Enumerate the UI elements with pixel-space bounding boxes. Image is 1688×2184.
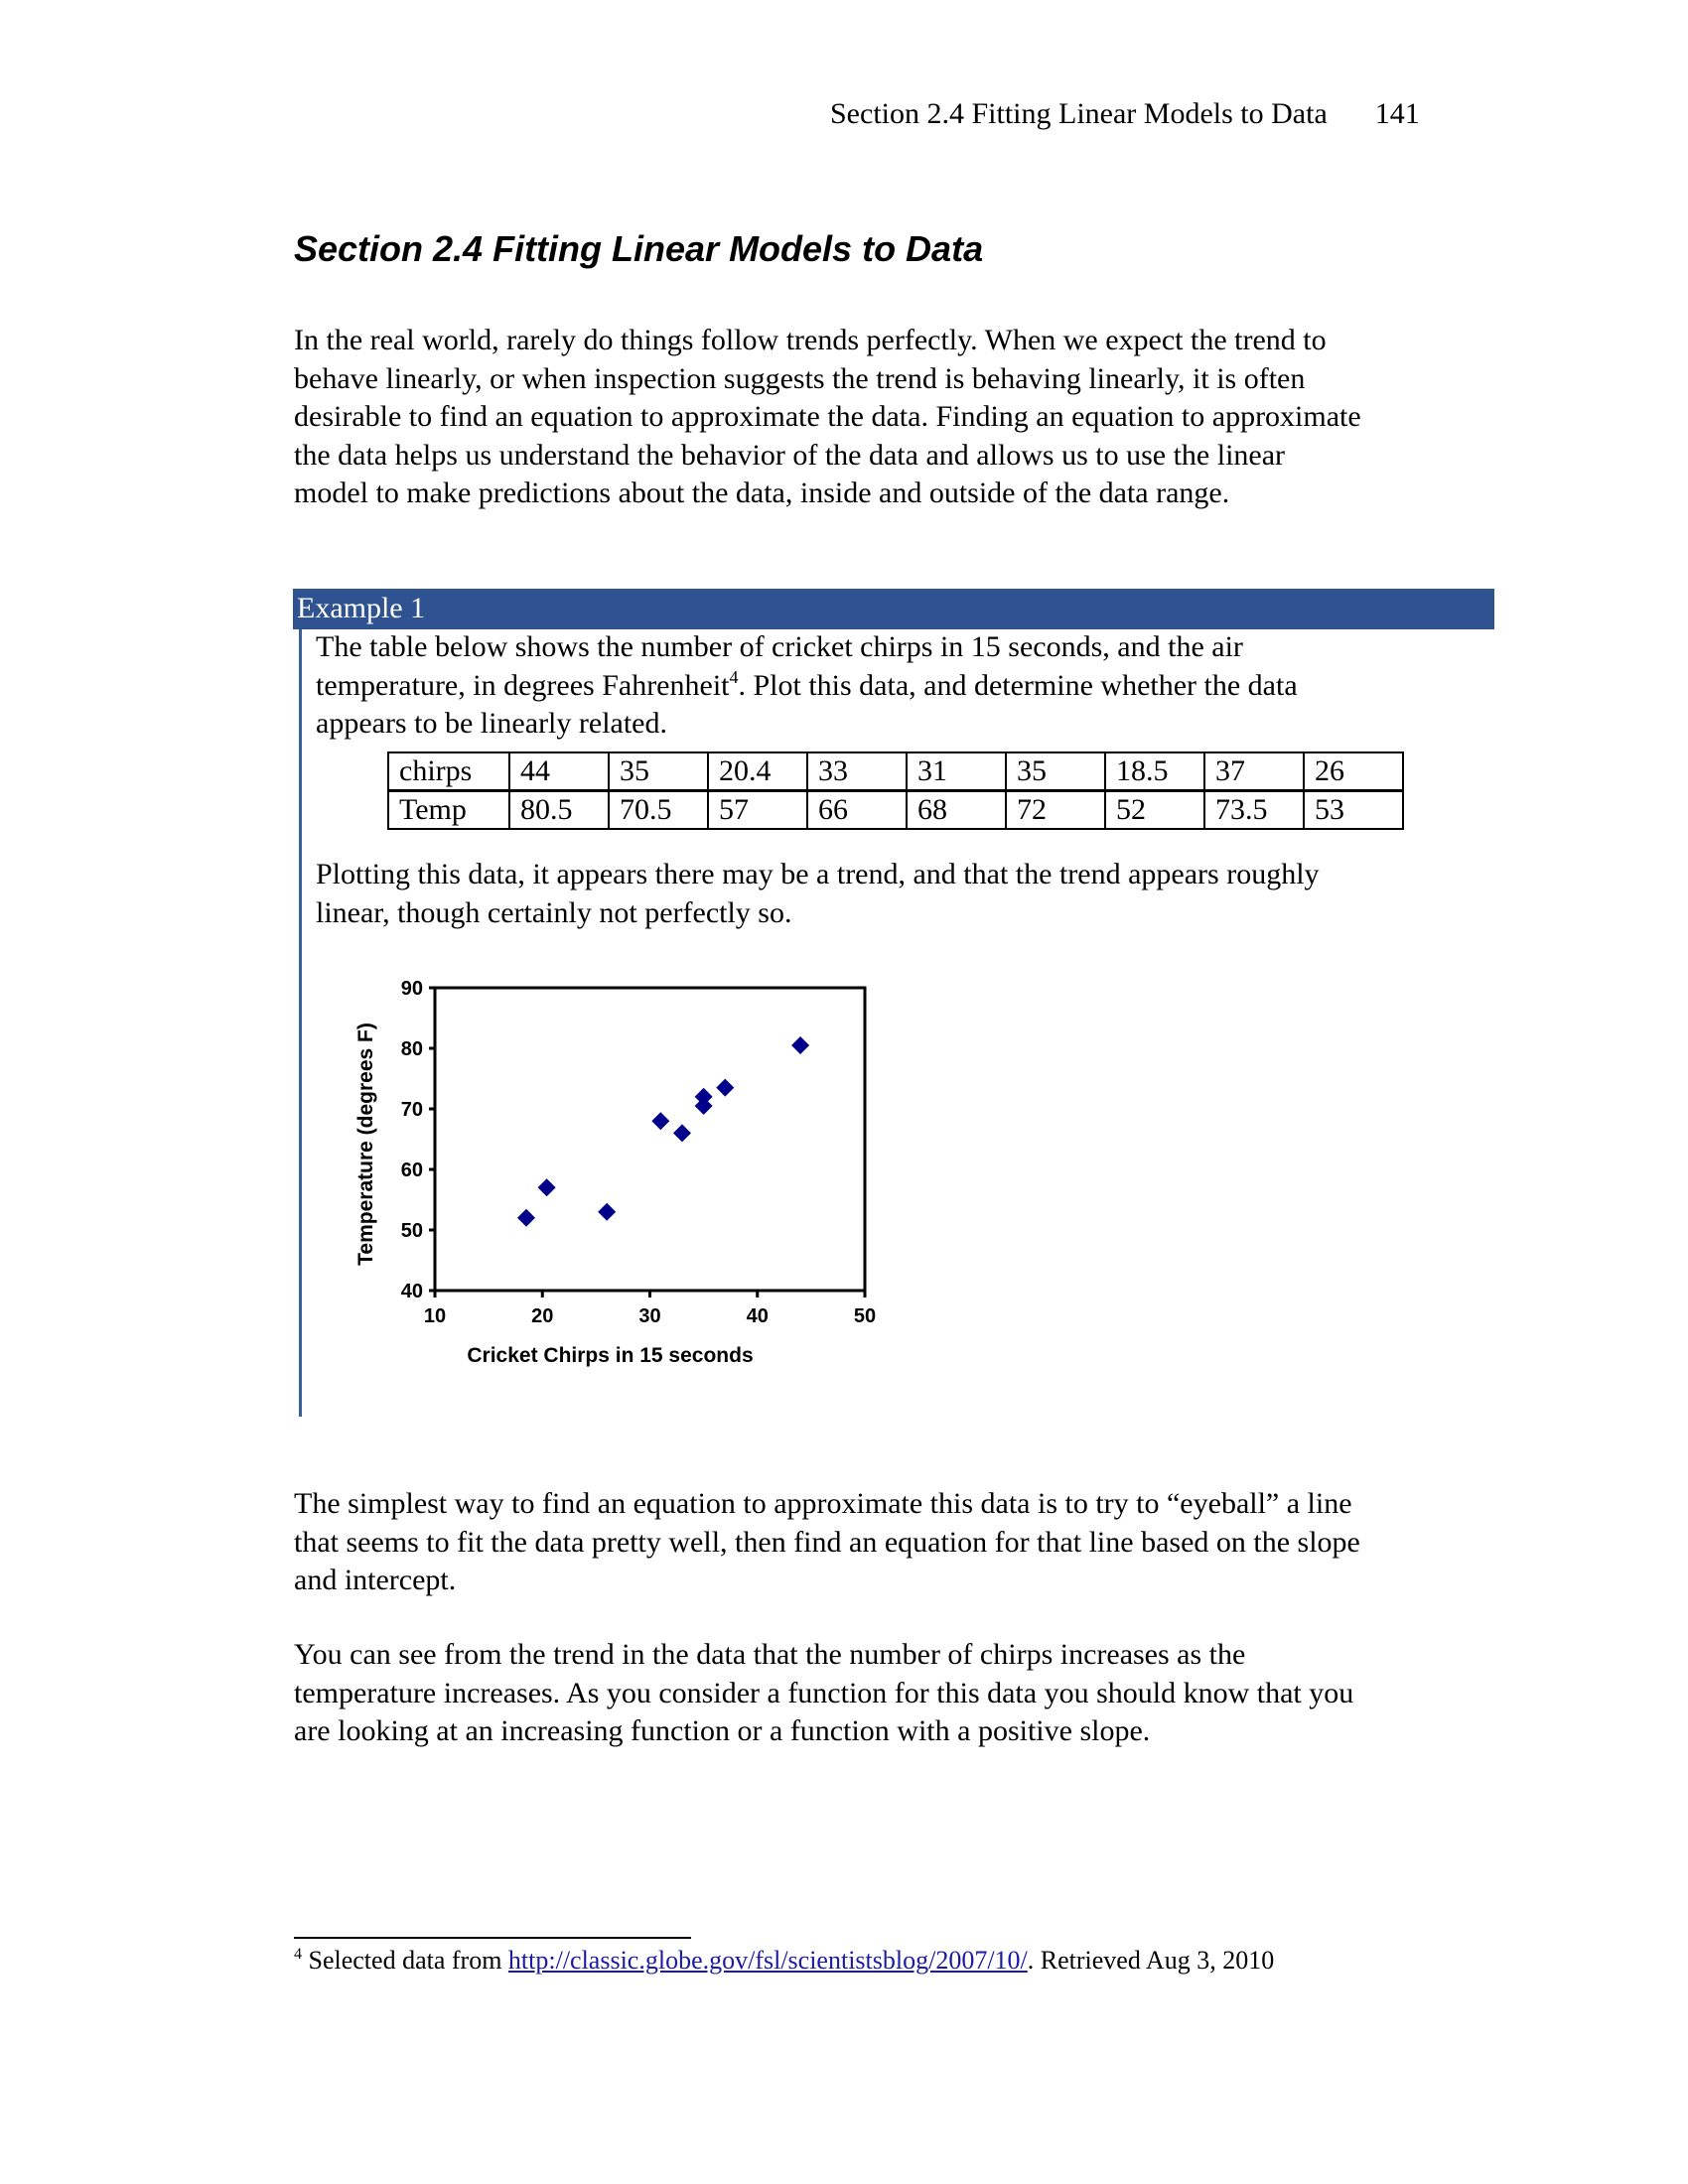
x-tick-label: 10 — [423, 1305, 447, 1327]
example-header-bar — [293, 589, 1494, 629]
table-cell: 52 — [1105, 791, 1204, 830]
text-fragment: temperature, in degrees Fahrenheit — [316, 668, 730, 702]
footnote-suffix: . Retrieved Aug 3, 2010 — [1027, 1946, 1275, 1975]
running-header — [830, 97, 1420, 131]
text-line: and intercept. — [294, 1564, 457, 1596]
table-cell: 20.4 — [708, 752, 807, 791]
text-line — [316, 667, 1298, 706]
text-line: linear, though certainly not perfectly so. — [316, 895, 792, 929]
x-tick-label: 30 — [638, 1305, 661, 1327]
table-cell: 66 — [807, 791, 907, 830]
text-line: that seems to fit the data pretty well, then find an equation for that line based on the slope — [294, 1525, 1360, 1559]
chirps-temp-table — [387, 751, 1404, 830]
x-tick-label: 20 — [531, 1305, 554, 1327]
table-cell: 72 — [1006, 791, 1105, 830]
table-cell: 26 — [1304, 752, 1403, 791]
text-line: model to make predictions about the data, inside and outside of the data range. — [294, 477, 1230, 509]
text-line: desirable to find an equation to approximate the data. Finding an equation to approximate — [294, 400, 1361, 433]
example-left-rule — [299, 629, 302, 1417]
text-fragment: . Plot this data, and determine whether the data — [738, 668, 1298, 702]
table-cell: 80.5 — [509, 791, 609, 830]
x-tick-label: 40 — [746, 1305, 769, 1327]
table-cell: 31 — [907, 752, 1006, 791]
table-cell: 53 — [1304, 791, 1403, 830]
table-cell: 44 — [509, 752, 609, 791]
text-line: temperature increases. As you consider a function for this data you should know that you — [294, 1676, 1354, 1709]
text-line: The simplest way to find an equation to approximate this data is to try to “eyeball” a line — [294, 1487, 1352, 1520]
footnote-marker: 4 — [294, 1946, 302, 1963]
text-line: In the real world, rarely do things follow trends perfectly. When we expect the trend to — [294, 324, 1327, 356]
row-header: Temp — [388, 791, 509, 830]
example-label: Example 1 — [297, 592, 426, 624]
intro-paragraph — [294, 322, 1485, 513]
y-tick-label: 40 — [400, 1281, 423, 1302]
table-cell: 33 — [807, 752, 907, 791]
plot-area — [435, 988, 865, 1291]
table-cell: 68 — [907, 791, 1006, 830]
text-line: the data helps us understand the behavior of the data and allows us to use the linear — [294, 438, 1286, 472]
footnote — [294, 1946, 1274, 1976]
table-cell: 35 — [609, 752, 708, 791]
page-number: 141 — [1374, 97, 1420, 130]
table-cell: 18.5 — [1105, 752, 1204, 791]
trend-paragraph — [294, 1636, 1485, 1751]
x-tick-label: 50 — [853, 1305, 877, 1327]
text-line: are looking at an increasing function or a function with a positive slope. — [294, 1714, 1151, 1747]
table-row — [388, 752, 1403, 791]
table-row — [388, 791, 1403, 830]
table-cell: 70.5 — [609, 791, 708, 830]
y-axis-label: Temperature (degrees F) — [354, 1023, 377, 1266]
footnote-ref[interactable]: 4 — [729, 666, 739, 687]
scatter-plot-svg — [328, 963, 884, 1380]
eyeball-paragraph — [294, 1485, 1485, 1600]
text-line: appears to be linearly related. — [316, 707, 667, 740]
footnote-source-link[interactable]: http://classic.globe.gov/fsl/scientistsblog/2007/10/ — [507, 1946, 1028, 1975]
y-tick-label: 70 — [400, 1099, 423, 1121]
text-line: The table below shows the number of cricket chirps in 15 seconds, and the air — [316, 630, 1243, 663]
example-prompt — [316, 628, 1298, 744]
footnote-prefix: Selected data from — [302, 1946, 508, 1975]
row-header: chirps — [388, 752, 509, 791]
table-cell: 37 — [1204, 752, 1304, 791]
running-title: Section 2.4 Fitting Linear Models to Data — [830, 97, 1328, 130]
plot-comment — [316, 856, 1320, 932]
scatter-chart — [328, 963, 884, 1380]
y-tick-label: 50 — [400, 1220, 423, 1242]
text-line: You can see from the trend in the data that the number of chirps increases as the — [294, 1638, 1246, 1671]
y-tick-label: 90 — [400, 978, 423, 1000]
table-cell: 35 — [1006, 752, 1105, 791]
y-tick-label: 60 — [400, 1160, 423, 1181]
y-tick-label: 80 — [400, 1038, 423, 1060]
table-cell: 57 — [708, 791, 807, 830]
text-line: behave linearly, or when inspection suggests the trend is behaving linearly, it is often — [294, 361, 1306, 395]
text-line: Plotting this data, it appears there may be a trend, and that the trend appears roughly — [316, 858, 1320, 890]
x-axis-label: Cricket Chirps in 15 seconds — [467, 1344, 754, 1367]
section-title: Section 2.4 Fitting Linear Models to Data — [294, 228, 984, 269]
footnote-divider — [294, 1937, 691, 1939]
table-cell: 73.5 — [1204, 791, 1304, 830]
